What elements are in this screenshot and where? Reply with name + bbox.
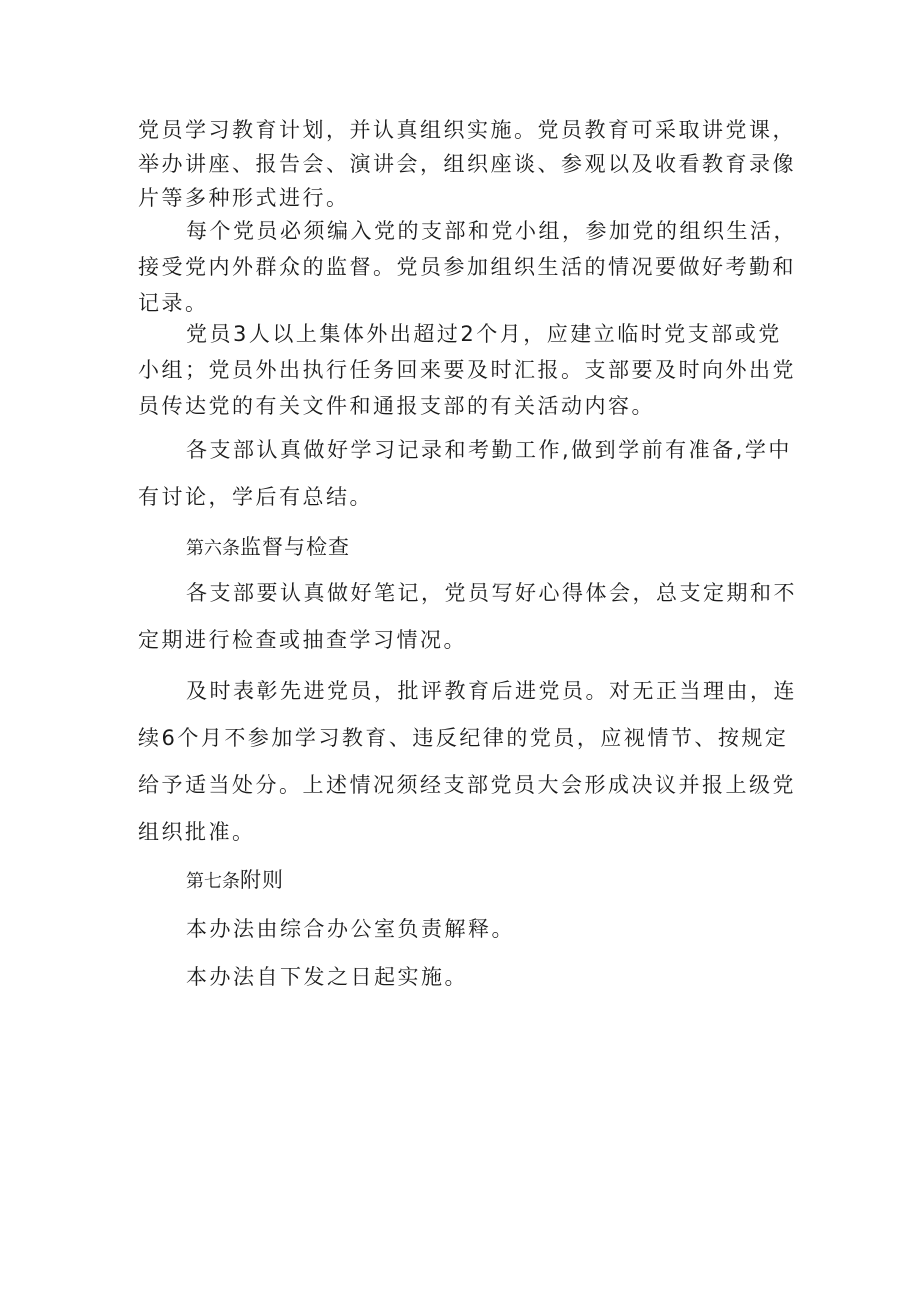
text-line: 每个党员必须编入党的支部和党小组，参加党的组织生活， [186,219,797,243]
text-line: 记录。 [138,291,209,315]
text-line: 接受党内外群众的监督。党员参加组织生活的情况要做好考勤和 [138,255,796,279]
text-line: 举办讲座、报告会、演讲会，组织座谈、参观以及收看教育录像 [138,152,796,176]
article-title: 附则 [240,868,284,892]
paragraph-study-records [138,427,790,521]
section-heading-article-7 [186,865,284,897]
paragraph-notes-check [138,570,797,664]
paragraph-study-plan [138,113,796,215]
article-number: 第七条 [186,871,240,892]
text-line: 定期进行检查或抽查学习情况。 [138,628,467,652]
text-line: 本办法由综合办公室负责解释。 [186,917,515,941]
text-line: 及时表彰先进党员，批评教育后进党员。对无正当理由，连 [186,679,797,703]
article-title: 监督与检查 [240,535,350,559]
text-line: 片等多种形式进行。 [138,186,350,210]
text-line: 员传达党的有关文件和通报支部的有关活动内容。 [138,394,655,418]
text-line: 有讨论，学后有总结。 [138,485,373,509]
article-number: 第六条 [186,538,240,559]
text-line: 给予适当处分。上述情况须经支部党员大会形成决议并报上级党 [138,773,796,797]
paragraph-commendation-discipline [138,668,797,856]
text-line: 续6个月不参加学习教育、违反纪律的党员，应视情节、按规定 [138,726,789,750]
text-line: 党员学习教育计划，并认真组织实施。党员教育可采取讲党课， [138,118,796,142]
paragraph-temporary-branch [138,316,796,424]
text-line: 各支部认真做好学习记录和考勤工作,做到学前有准备,学中 [186,438,792,462]
text-line: 各支部要认真做好笔记，党员写好心得体会，总支定期和不 [186,581,797,605]
section-heading-article-6 [186,532,350,564]
text-line: 小组；党员外出执行任务回来要及时汇报。支部要及时向外出党 [138,358,796,382]
paragraph-effective-date [138,954,790,1001]
paragraph-interpretation [138,906,790,953]
text-line: 党员3人以上集体外出超过2个月，应建立临时党支部或党 [186,322,782,346]
paragraph-branch-membership [138,213,797,321]
text-line: 组织批准。 [138,820,256,844]
text-line: 本办法自下发之日起实施。 [186,965,468,989]
